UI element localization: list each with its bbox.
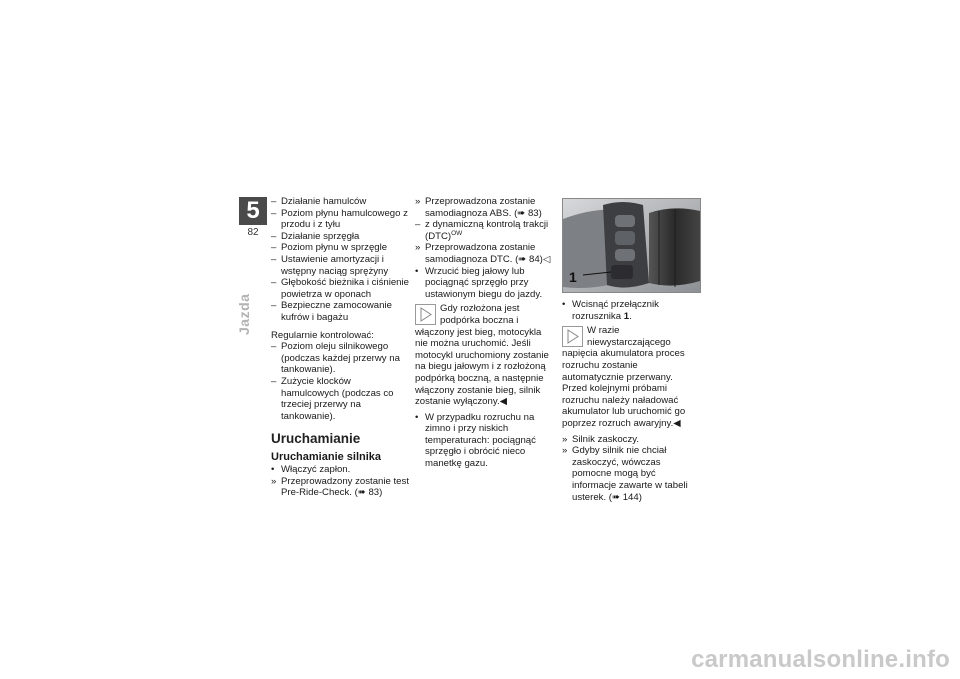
list-item: – Głębokość bieżnika i ciśnienie powietrza w oponach: [271, 277, 409, 300]
list-item: • Wcisnąć przełącznik rozrusznika 1.: [562, 299, 659, 322]
list-item: » Przeprowadzona zostanie samodiagnoza DTC. (➠ 84)◁: [415, 242, 551, 265]
list-item: – Poziom płynu hamulcowego z przodu i z tyłu: [271, 207, 408, 231]
ref-bold: 1: [623, 310, 630, 322]
note-icon: [562, 326, 583, 347]
list-item: • Włączyć zapłon.: [271, 464, 351, 476]
note-text: W razie niewystarczającego napięcia akumulatora proces rozruchu zostanie automatycznie przerwany. Przed kolejnymi próbami rozruchu należy naładować akumulator lub uruchomić go poprzez rozruch awaryjny.◀: [562, 325, 686, 429]
chapter-title: Jazda: [236, 293, 252, 335]
list-item: » Przeprowadzona zostanie samodiagnoza ABS. (➠ 83): [415, 196, 542, 219]
handlebar-illustration: [563, 199, 700, 292]
list-item: • W przypadku rozruchu na zimno i przy niskich temperaturach: pociągnąć sprzęgło i obrócić nieco manetkę gazu.: [415, 411, 536, 470]
callout-1-label: 1: [569, 269, 577, 285]
checklist: [271, 196, 409, 324]
column-3: [562, 299, 700, 503]
list-item: – Działanie sprzęgła: [271, 230, 360, 242]
list-item: » Gdyby silnik nie chciał zaskoczyć, wówczas pomocne mogą być informacje zawarte w tabeli usterek. (➠ 144): [562, 445, 688, 503]
list-item: – z dynamiczną kontrolą trakcji (DTC)$^{OW}$: [415, 219, 549, 242]
column-2: [415, 196, 551, 470]
ow-superscript: OW: [451, 229, 463, 237]
list-item: – Poziom oleju silnikowego (podczas każdej przerwy na tankowanie).: [271, 341, 400, 376]
regular-check-intro: Regularnie kontrolować:: [271, 329, 374, 341]
list-item: » Silnik zaskoczy.: [562, 433, 639, 445]
list-item: – Zużycie klocków hamulcowych (podczas co trzeciej przerwy na tankowanie).: [271, 375, 394, 422]
list-item: • Wrzucić bieg jałowy lub pociągnąć sprzęgło przy ustawionym biegu do jazdy.: [415, 265, 543, 300]
list-item: – Ustawienie amortyzacji i wstępny naciąg sprężyny: [271, 253, 389, 277]
note-text: Gdy rozłożona jest podpórka boczna i włączony jest bieg, motocykla nie można uruchomić. Jeśli motocykl uruchomiony zostanie na biegu jałowym i z rozłożoną podpórką boczną, a następnie włączony zostanie bieg, silnik zostanie wyłączony.◀: [415, 303, 549, 408]
page-number: 82: [247, 227, 259, 238]
handlebar-switch-photo: [562, 198, 701, 293]
list-item: – Poziom płynu w sprzęgle: [271, 242, 388, 254]
note-icon: [415, 304, 436, 325]
subsection-heading: Uruchamianie silnika: [271, 451, 382, 464]
list-item: » Przeprowadzony zostanie test Pre-Ride-Check. (➠ 83): [271, 475, 409, 499]
column-1: [271, 196, 409, 499]
watermark: carmanualsonline.info: [691, 646, 950, 673]
chapter-number: 5: [239, 197, 267, 225]
section-heading: Uruchamianie: [271, 431, 361, 447]
note-block: [415, 303, 551, 407]
note-block: [562, 325, 700, 429]
list-item: – Działanie hamulców: [271, 196, 367, 207]
list-item: – Bezpieczne zamocowanie kufrów i bagażu: [271, 300, 392, 323]
